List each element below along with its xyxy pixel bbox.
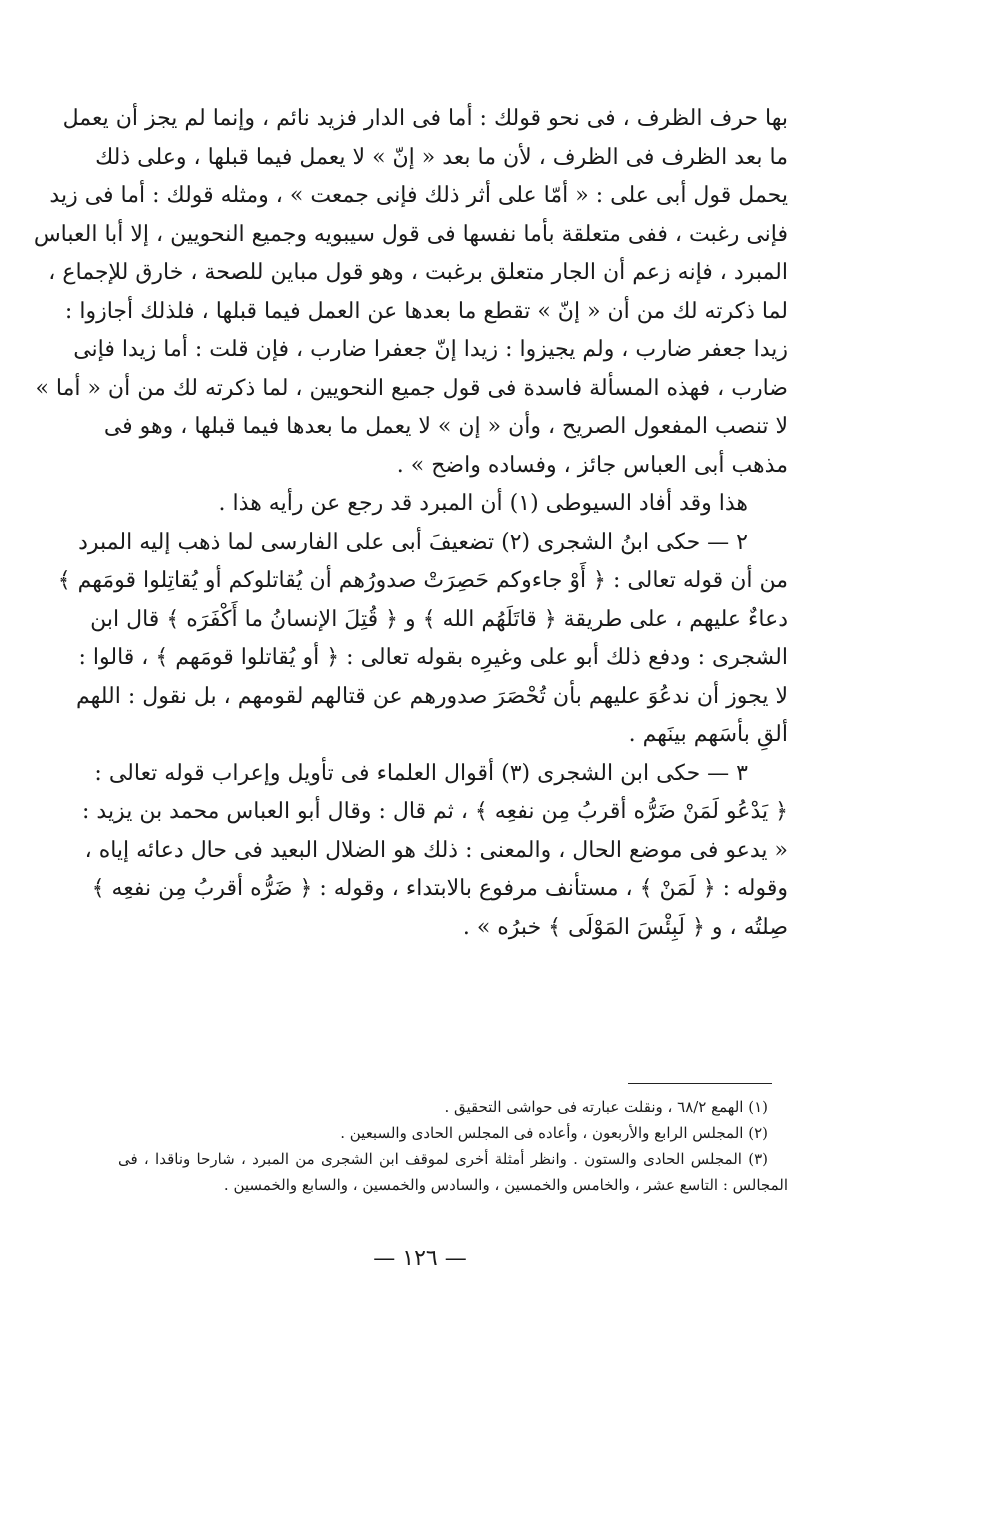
text-line: لما ذكرته لك من أن « إنّ » تقطع ما بعدها عن العمل فيما قبلها ، فلذلك أجازوا : <box>64 298 788 324</box>
text-line: يحمل قول أبى على : « أمّا على أثر ذلك فإنى جمعت » ، ومثله قولك : أما فى زيد <box>49 183 788 208</box>
footnote-separator <box>628 1083 772 1084</box>
text-line: بها حرف الظرف ، فى نحو قولك : أما فى الدار فزيد نائم ، وإنما لم يجز أن يعمل <box>62 106 788 131</box>
text-line: ٢ — حكى ابنُ الشجرى (٢) تضعيفَ أبى على الفارسى لما ذهب إليه المبرد <box>78 529 748 555</box>
text-line: ألقِ بأسَهم بينَهم . <box>628 722 788 747</box>
page-number: — ١٢٦ — <box>373 1246 467 1271</box>
text-line: ٣ — حكى ابن الشجرى (٣) أقوال العلماء فى تأويل وإعراب قوله تعالى : <box>94 760 748 786</box>
footnote-line: (٣) المجلس الحادى والستون . وانظر أمثلة أخرى لموقف ابن الشجرى من المبرد ، شارحا وناقدا ، فى <box>118 1150 768 1168</box>
text-line: من أن قوله تعالى : ﴿ أَوْ جاءوكم حَصِرَتْ صدورُهم أن يُقاتلوكم أو يُقاتِلوا قومَهم ﴾ <box>57 568 788 593</box>
footnote-line: (١) الهمع ٦٨/٢ ، ونقلت عبارته فى حواشى التحقيق . <box>444 1098 768 1116</box>
text-line: « يدعو فى موضع الحال ، والمعنى : ذلك هو الضلال البعيد فى حال دعائه إياه ، <box>84 837 788 863</box>
text-line: لا تنصب المفعول الصريح ، وأن « إن » لا يعمل ما بعدها فيما قبلها ، وهو فى <box>103 414 788 439</box>
text-line: الشجرى : ودفع ذلك أبو على وغيرِه بقوله تعالى : ﴿ أو يُقاتلوا قومَهم ﴾ ، قالوا : <box>78 645 788 670</box>
text-line: دعاءٌ عليهم ، على طريقة ﴿ قاتَلَهُم الله ﴾ و ﴿ قُتِلَ الإنسانُ ما أَكْفَرَه ﴾ قال ابن <box>90 606 788 632</box>
text-line: مذهب أبى العباس جائز ، وفساده واضح » . <box>396 452 788 478</box>
text-line: المبرد ، فإنه زعم أن الجار متعلق برغبت ، وهو قول مباين للصحة ، خارق للإجماع ، <box>48 260 788 285</box>
footnote-line: (٢) المجلس الرابع والأربعون ، وأعاده فى المجلس الحادى والسبعين . <box>340 1124 768 1142</box>
footnotes <box>118 1094 788 1198</box>
text-line: زيدا جعفر ضارب ، ولم يجيزوا : زيدا إنّ جعفرا ضارب ، فإن قلت : أما زيدا فإنى <box>73 337 788 362</box>
text-line: لا يجوز أن ندعُوَ عليهم بأن تُحْصَرَ صدورهم عن قتالهم لقومهم ، بل نقول : اللهم <box>75 683 788 709</box>
text-line: ﴿ يَدْعُو لَمَنْ ضَرُّه أقربُ مِن نفعِه ﴾ ، ثم قال : وقال أبو العباس محمد بن يزيد : <box>81 799 788 824</box>
text-line: ضارب ، فهذه المسألة فاسدة فى قول جميع النحويين ، لما ذكرته لك من أن « أما » <box>35 375 788 401</box>
main-text <box>33 100 788 947</box>
footnote-line: المجالس : التاسع عشر ، والخامس والخمسين ، والسادس والخمسين ، والسابع والخمسين . <box>223 1176 788 1194</box>
text-line: فإنى رغبت ، ففى متعلقة بأما نفسها فى قول سيبويه وجميع النحويين ، إلا أبا العباس <box>33 221 788 247</box>
text-line: وقوله : ﴿ لَمَنْ ﴾ ، مستأنف مرفوع بالابتداء ، وقوله : ﴿ ضَرُّه أقربُ مِن نفعِه ﴾ <box>91 876 788 901</box>
text-line: ما بعد الظرف فى الظرف ، لأن ما بعد « إنّ » لا يعمل فيما قبلها ، وعلى ذلك <box>95 144 788 170</box>
text-line: صِلتُه ، و ﴿ لَبِئْسَ المَوْلَى ﴾ خبرُه » . <box>462 914 788 940</box>
text-line: هذا وقد أفاد السيوطى (١) أن المبرد قد رجع عن رأيه هذا . <box>218 491 748 516</box>
